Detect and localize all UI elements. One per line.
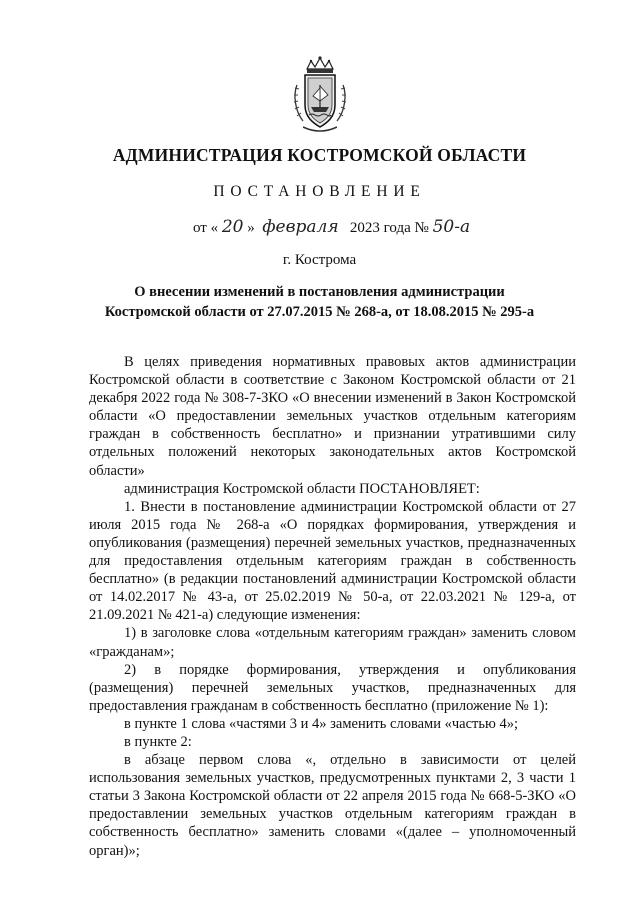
body-paragraph: 1. Внести в постановление администрации Костромской области от 27 июля 2015 года № 268-а «О порядках формирования, утверждения и опубликования (размещения) перечней земельных участков, предназначенных для предоставления отдельным категориям граждан в собственность бесплатно» (в редакции постановлений администрации Костромской области от 14.02.2017 № 43-а, от 25.02.2019 № 50-а, от 22.03.2021 № 129-а, от 21.09.2021 № 421-а) следующие изменения:	[89, 498, 576, 624]
document-type: ПОСТАНОВЛЕНИЕ	[213, 183, 426, 200]
organization-name: АДМИНИСТРАЦИЯ КОСТРОМСКОЙ ОБЛАСТИ	[112, 145, 527, 165]
body-paragraph: В целях приведения нормативных правовых актов администрации Костромской области в соответствие с Законом Костромской области от 21 декабря 2022 года № 308-7-ЗКО «О внесении изменений в Закон Костромской области «О предоставлении земельных участков отдельным категориям граждан в собственность бесплатно» и признании утратившими силу отдельных положений некоторых законодательных актов Костромской области»	[89, 354, 576, 479]
body-paragraph: в абзаце первом слова «, отдельно в зависимости от целей использования земельных участков, предусмотренных пунктами 2, 3 части 1 статьи 3 Закона Костромской области от 22 апреля 2015 года № 668-5-ЗКО «О предоставлении земельных участков отдельным категориям граждан в собственность бесплатно» заменить словами «(далее – уполномоченный орган)»;	[89, 752, 576, 859]
date-year: 2023 года №	[349, 220, 429, 236]
date-day-close: »	[247, 220, 255, 236]
body-paragraph: 2) в порядке формирования, утверждения и опубликования (размещения) перечней земельных участков, предназначенных для предоставления гражданам в собственность бесплатно (приложение № 1):	[89, 661, 576, 714]
document-title	[0, 282, 639, 322]
body-paragraph: в пункте 1 слова «частями 3 и 4» заменить словами «частью 4»;	[124, 715, 518, 732]
title-line: О внесении изменений в постановления администрации	[134, 284, 505, 300]
handwritten-month: февраля	[262, 217, 339, 237]
body-paragraph: 1) в заголовке слова «отдельным категориям граждан» заменить словом «гражданам»;	[89, 625, 576, 660]
document-body	[89, 353, 576, 860]
title-line: Костромской области от 27.07.2015 № 268-а, от 18.08.2015 № 295-а	[104, 304, 535, 320]
body-paragraph: в пункте 2:	[124, 733, 192, 750]
handwritten-number: 50-а	[432, 217, 471, 237]
coat-of-arms-emblem	[291, 55, 349, 135]
city-name: г. Кострома	[282, 252, 357, 268]
handwritten-day: 20	[221, 217, 244, 237]
date-prefix: от «	[193, 220, 219, 236]
body-paragraph: администрация Костромской области ПОСТАНОВЛЯЕТ:	[124, 480, 480, 497]
date-line	[193, 217, 470, 237]
